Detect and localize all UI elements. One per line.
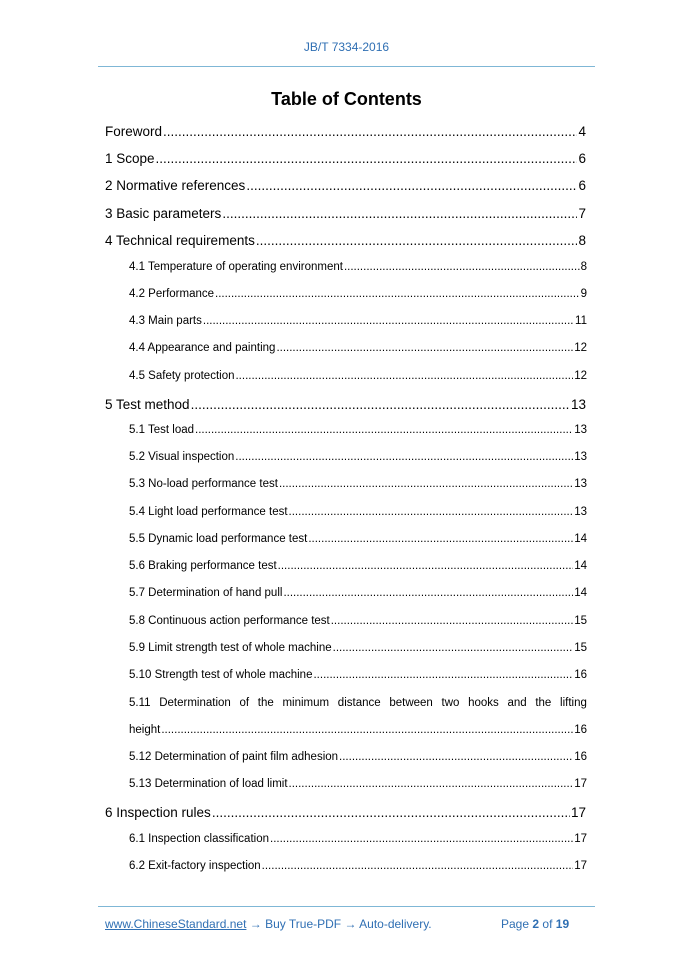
toc-entry-title: 5.10 Strength test of whole machine — [129, 669, 313, 681]
dot-leader — [235, 370, 573, 382]
toc-entry-page: 16 — [574, 724, 587, 736]
arrow-icon: → — [344, 917, 357, 931]
toc-entry-title: 5.5 Dynamic load performance test — [129, 533, 308, 545]
dot-leader — [308, 533, 573, 545]
toc-entry-title: 5.6 Braking performance test — [129, 560, 277, 572]
toc-entry-5-12[interactable] — [129, 751, 587, 763]
toc-entry-4-4[interactable] — [129, 342, 587, 354]
dot-leader — [278, 560, 574, 572]
dot-leader — [203, 315, 574, 327]
dot-leader — [215, 288, 580, 300]
toc-entry-5-6[interactable] — [129, 560, 587, 572]
toc-entry-page: 15 — [574, 642, 587, 654]
toc-word: lifting — [560, 697, 587, 709]
dot-leader — [212, 805, 570, 820]
toc-entry-4-3[interactable] — [129, 315, 587, 327]
dot-leader — [161, 724, 573, 736]
dot-leader — [246, 178, 577, 193]
toc-word: the — [535, 697, 552, 709]
toc-entry-title: 5.12 Determination of paint film adhesion — [129, 751, 339, 763]
header-divider — [98, 66, 595, 67]
toc-entry-title: 5.1 Test load — [129, 424, 195, 436]
auto-delivery-text: Auto-delivery. — [359, 917, 432, 931]
toc-entry-page: 12 — [574, 342, 587, 354]
toc-entry-5-2[interactable] — [129, 451, 587, 463]
toc-entry-page: 6 — [578, 178, 586, 193]
toc-entry-page: 13 — [574, 478, 587, 490]
toc-entry-title: 4.3 Main parts — [129, 315, 202, 327]
toc-entry-6-2[interactable] — [129, 860, 587, 872]
page-label: Page — [501, 917, 530, 931]
toc-entry-page: 16 — [574, 751, 587, 763]
toc-word: two — [441, 697, 460, 709]
toc-entry-page: 13 — [570, 397, 586, 412]
toc-entry-title: 3 Basic parameters — [105, 206, 222, 221]
dot-leader — [195, 424, 573, 436]
toc-entry-title: 1 Scope — [105, 151, 155, 166]
toc-entry-title: 5.9 Limit strength test of whole machine — [129, 642, 332, 654]
toc-entry-title: 5.3 No-load performance test — [129, 478, 278, 490]
toc-entry-page: 8 — [580, 261, 587, 273]
toc-entry-test-method[interactable] — [105, 397, 586, 412]
document-id-header: JB/T 7334-2016 — [303, 40, 390, 54]
toc-entry-page: 13 — [574, 506, 587, 518]
toc-entry-4-2[interactable] — [129, 288, 587, 300]
footer-promo — [105, 917, 432, 931]
toc-entry-title: 5.8 Continuous action performance test — [129, 615, 330, 627]
arrow-icon: → — [249, 917, 262, 931]
toc-entry-5-1[interactable] — [129, 424, 587, 436]
toc-entry-page: 15 — [574, 615, 587, 627]
toc-entry-title: Foreword — [105, 124, 163, 139]
toc-entry-5-7[interactable] — [129, 587, 587, 599]
toc-entry-page: 6 — [578, 151, 586, 166]
dot-leader — [339, 751, 573, 763]
toc-entry-title: 6.1 Inspection classification — [129, 833, 269, 845]
toc-entry-title: 4.1 Temperature of operating environment — [129, 261, 343, 273]
dot-leader — [283, 587, 573, 599]
dot-leader — [163, 124, 577, 139]
page-indicator — [501, 917, 569, 931]
toc-word: Determination — [159, 697, 231, 709]
toc-entry-title: 5.2 Visual inspection — [129, 451, 235, 463]
toc-entry-title: 2 Normative references — [105, 178, 246, 193]
toc-entry-technical-requirements[interactable] — [105, 233, 586, 248]
toc-entry-title: height — [129, 724, 161, 736]
dot-leader — [344, 261, 580, 273]
toc-entry-page: 4 — [578, 124, 586, 139]
site-link[interactable]: www.ChineseStandard.net — [105, 917, 247, 931]
toc-word: between — [389, 697, 433, 709]
dot-leader — [331, 615, 573, 627]
toc-entry-title: 5 Test method — [105, 397, 190, 412]
toc-entry-page: 14 — [574, 533, 587, 545]
dot-leader — [222, 206, 577, 221]
toc-entry-5-9[interactable] — [129, 642, 587, 654]
dot-leader — [156, 151, 578, 166]
toc-entry-5-11-line2[interactable] — [129, 724, 587, 736]
toc-entry-page: 9 — [580, 288, 587, 300]
toc-word: and — [507, 697, 527, 709]
buy-pdf-text: Buy True-PDF — [265, 917, 342, 931]
dot-leader — [262, 860, 574, 872]
toc-entry-5-11-line1[interactable] — [129, 697, 587, 709]
toc-word: of — [239, 697, 250, 709]
toc-entry-inspection-rules[interactable] — [105, 805, 586, 820]
dot-leader — [289, 778, 574, 790]
footer-divider — [98, 906, 595, 907]
dot-leader — [333, 642, 574, 654]
toc-entry-page: 17 — [574, 778, 587, 790]
toc-entry-title: 4 Technical requirements — [105, 233, 255, 248]
toc-entry-page: 14 — [574, 560, 587, 572]
dot-leader — [270, 833, 573, 845]
toc-word: the — [257, 697, 274, 709]
toc-entry-6-1[interactable] — [129, 833, 587, 845]
total-pages-number: 19 — [555, 917, 570, 931]
toc-entry-page: 7 — [578, 206, 586, 221]
toc-entry-normative-references[interactable] — [105, 178, 586, 193]
toc-entry-page: 13 — [574, 451, 587, 463]
page-title: Table of Contents — [271, 89, 422, 109]
toc-entry-page: 16 — [574, 669, 587, 681]
of-label: of — [542, 917, 553, 931]
toc-word: 5.11 — [129, 697, 151, 709]
toc-entry-5-5[interactable] — [129, 533, 587, 545]
toc-entry-title: 5.13 Determination of load limit — [129, 778, 288, 790]
toc-entry-5-4[interactable] — [129, 506, 587, 518]
toc-entry-4-5[interactable] — [129, 370, 587, 382]
toc-entry-title: 4.5 Safety protection — [129, 370, 235, 382]
toc-word: distance — [337, 697, 381, 709]
toc-word: hooks — [468, 697, 499, 709]
toc-entry-page: 14 — [574, 587, 587, 599]
toc-entry-page: 12 — [574, 370, 587, 382]
toc-entry-title: 4.2 Performance — [129, 288, 215, 300]
toc-entry-page: 17 — [574, 860, 587, 872]
toc-entry-5-13[interactable] — [129, 778, 587, 790]
toc-entry-page: 8 — [578, 233, 586, 248]
toc-entry-scope[interactable] — [105, 151, 586, 166]
toc-entry-title: 5.7 Determination of hand pull — [129, 587, 283, 599]
toc-entry-basic-parameters[interactable] — [105, 206, 586, 221]
dot-leader — [256, 233, 578, 248]
toc-entry-foreword[interactable] — [105, 124, 586, 139]
dot-leader — [276, 342, 573, 354]
toc-entry-5-8[interactable] — [129, 615, 587, 627]
toc-entry-title: 4.4 Appearance and painting — [129, 342, 276, 354]
dot-leader — [191, 397, 570, 412]
toc-entry-5-10[interactable] — [129, 669, 587, 681]
current-page-number: 2 — [532, 917, 540, 931]
toc-entry-title: 6 Inspection rules — [105, 805, 211, 820]
toc-entry-title: 6.2 Exit-factory inspection — [129, 860, 261, 872]
dot-leader — [279, 478, 573, 490]
toc-entry-page: 11 — [575, 315, 587, 327]
toc-entry-page: 13 — [574, 424, 587, 436]
toc-entry-page: 17 — [570, 805, 586, 820]
dot-leader — [313, 669, 573, 681]
toc-entry-5-3[interactable] — [129, 478, 587, 490]
dot-leader — [289, 506, 574, 518]
toc-entry-4-1[interactable] — [129, 261, 587, 273]
toc-entry-title: 5.4 Light load performance test — [129, 506, 288, 518]
toc-word: minimum — [282, 697, 330, 709]
dot-leader — [235, 451, 573, 463]
toc-entry-page: 17 — [574, 833, 587, 845]
